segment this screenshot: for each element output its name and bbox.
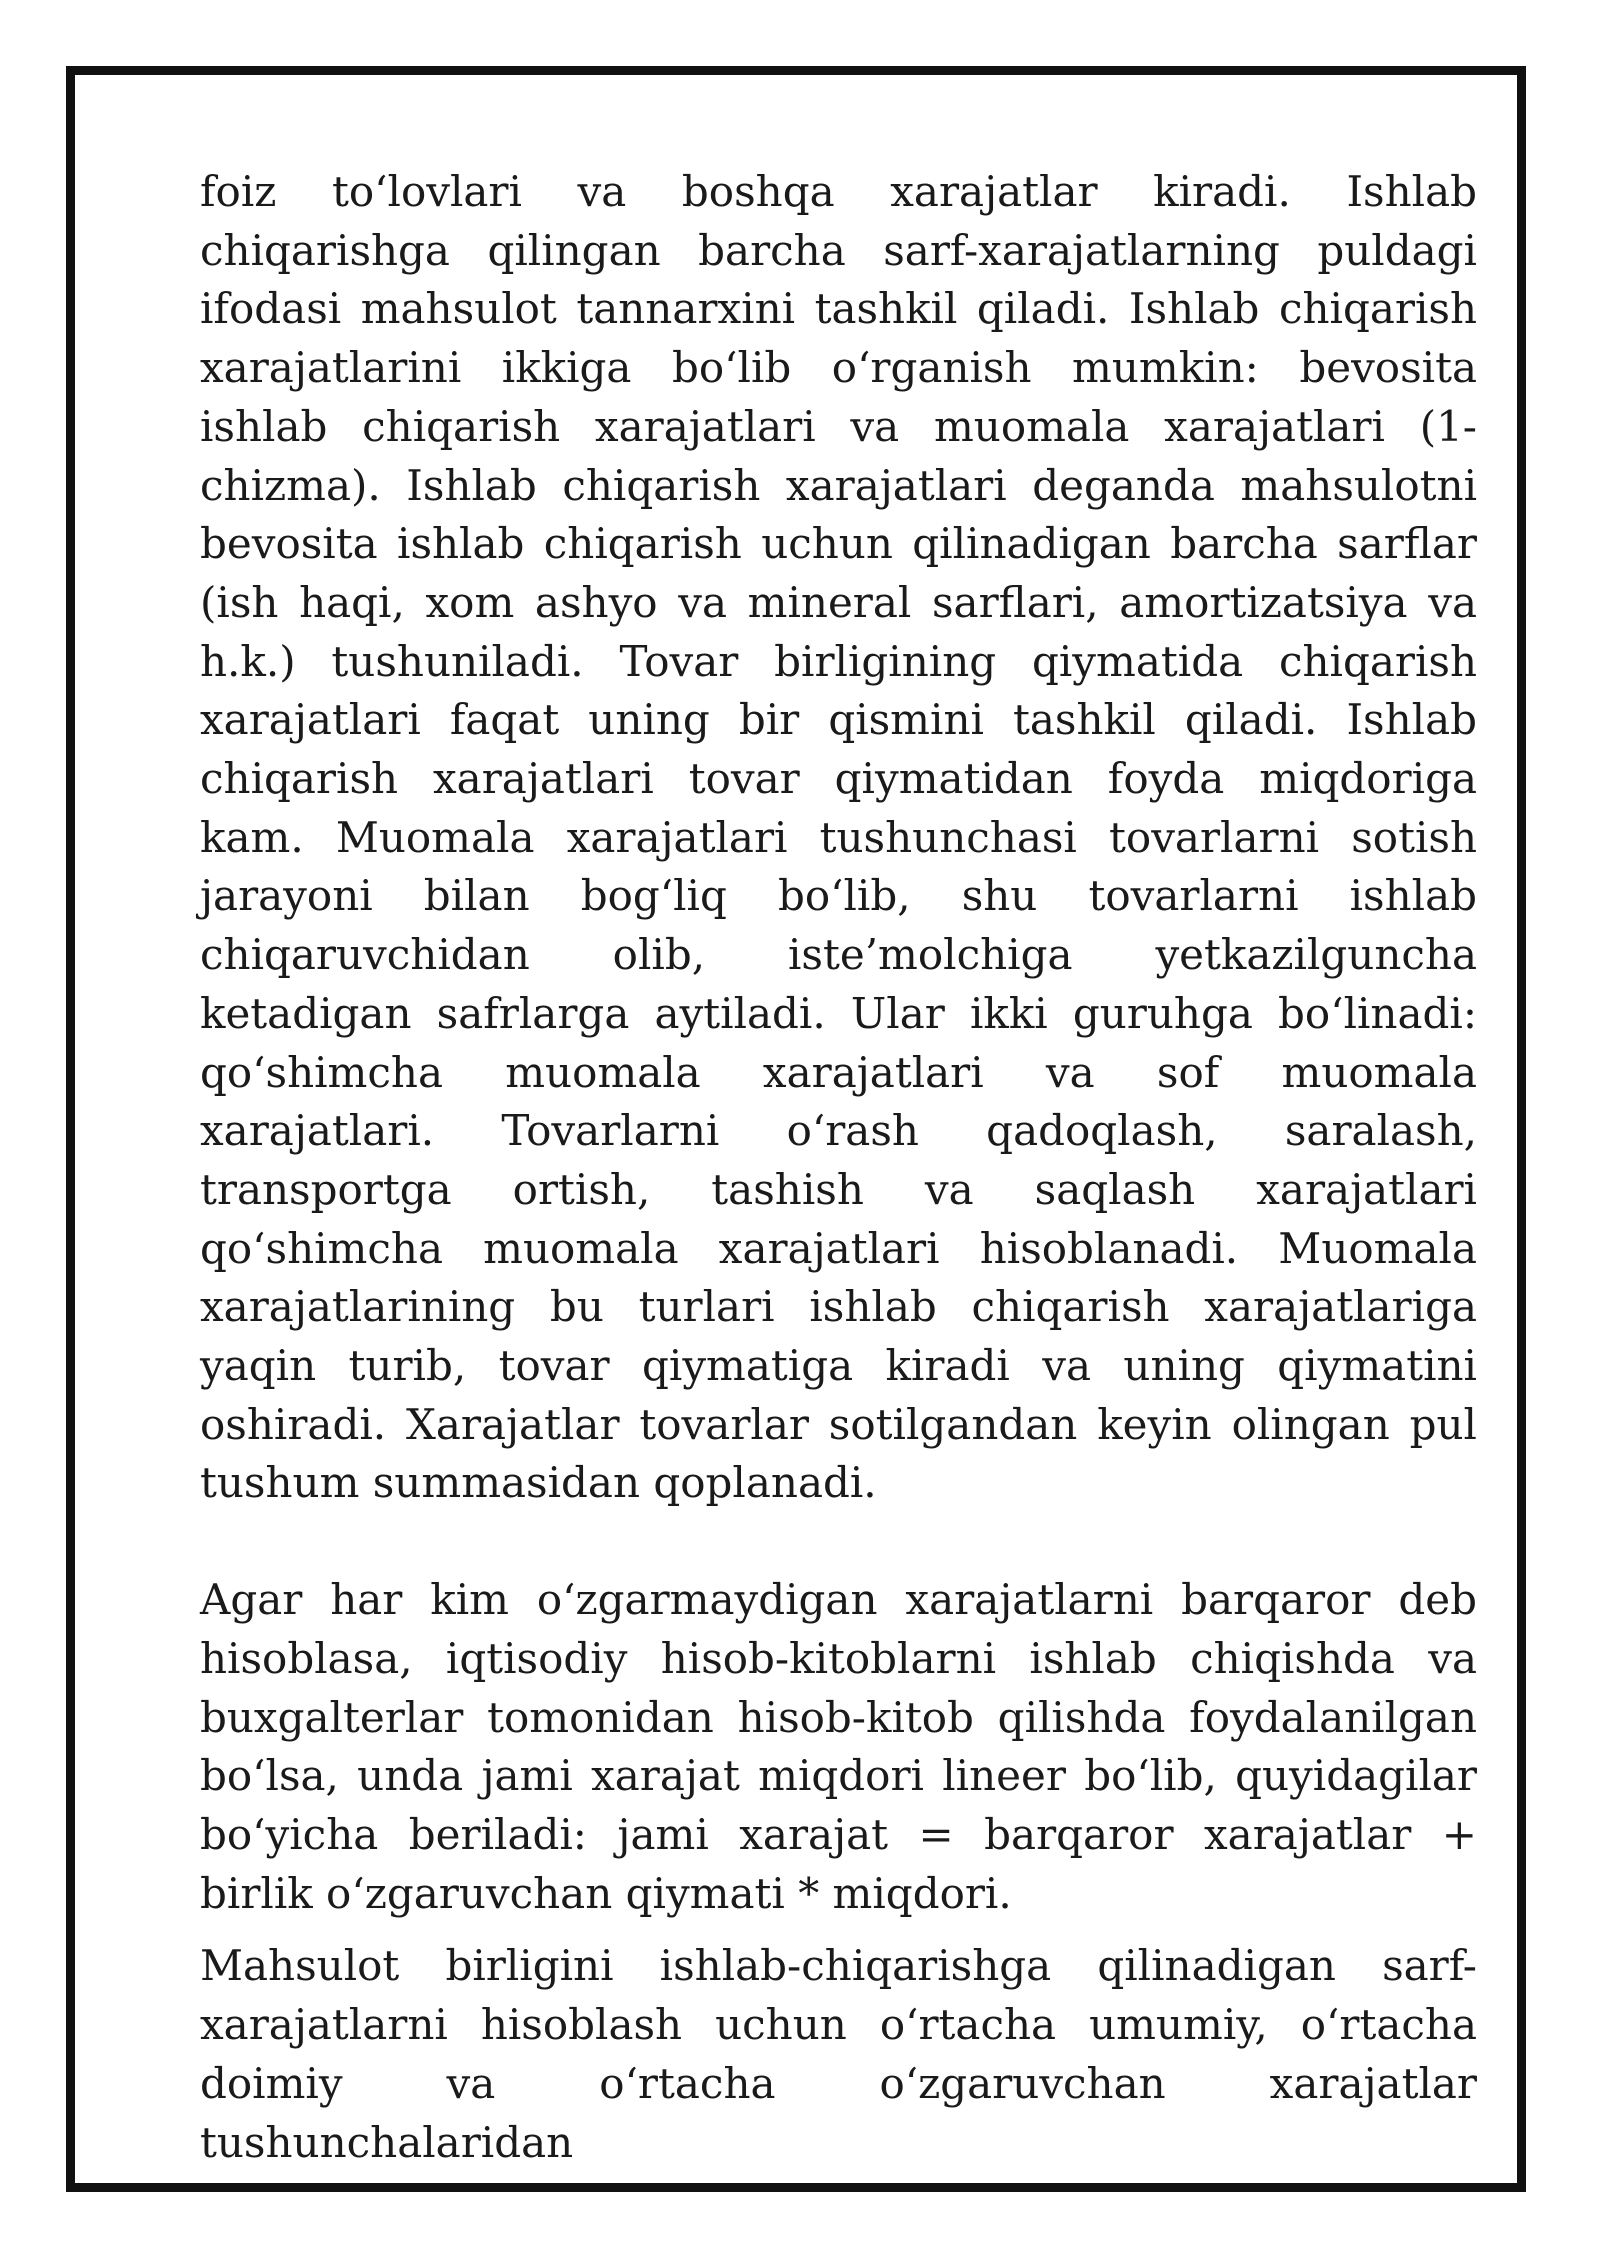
page-frame <box>66 66 1526 2192</box>
text-column <box>200 163 1477 2172</box>
paragraph-2: Agar har kim o‘zgarmaydigan xarajatlarni barqaror deb hisoblasa, iqtisodiy hisob-kitoblarni ishlab chiqishda va buxgalterlar tomonidan hisob-kitob qilishda foydalanilgan bo‘lsa, unda jami xarajat miqdori lineer bo‘lib, quyidagilar bo‘yicha beriladi: jami xarajat = barqaror xarajatlar + birlik o‘zgaruvchan qiymati * miqdori. <box>200 1575 1477 1918</box>
paragraph-3: Mahsulot birligini ishlab-chiqarishga qilinadigan sarf-xarajatlarni hisoblash uchun o‘rtacha umumiy, o‘rtacha doimiy va o‘rtacha o‘zgaruvchan xarajatlar tushunchalaridan <box>200 1941 1477 2167</box>
paragraph-1: foiz to‘lovlari va boshqa xarajatlar kiradi. Ishlab chiqarishga qilingan barcha sarf-xarajatlarning puldagi ifodasi mahsulot tannarxini tashkil qiladi. Ishlab chiqarish xarajatlarini ikkiga bo‘lib o‘rganish mumkin: bevosita ishlab chiqarish xarajatlari va muomala xarajatlari (1-chizma). Ishlab chiqarish xarajatlari deganda mahsulotni bevosita ishlab chiqarish uchun qilinadigan barcha sarflar (ish haqi, xom ashyo va mineral sarflari, amortizatsiya va h.k.) tushuniladi. Tovar birligining qiymatida chiqarish xarajatlari faqat uning bir qismini tashkil qiladi. Ishlab chiqarish xarajatlari tovar qiymatidan foyda miqdoriga kam. Muomala xarajatlari tushunchasi tovarlarni sotish jarayoni bilan bog‘liq bo‘lib, shu tovarlarni ishlab chiqaruvchidan olib, iste’molchiga yetkazilguncha ketadigan safrlarga aytiladi. Ular ikki guruhga bo‘linadi: qo‘shimcha muomala xarajatlari va sof muomala xarajatlari. Tovarlarni o‘rash qadoqlash, saralash, transportga ortish, tashish va saqlash xarajatlari qo‘shimcha muomala xarajatlari hisoblanadi. Muomala xarajatlarining bu turlari ishlab chiqarish xarajatlariga yaqin turib, tovar qiymatiga kiradi va uning qiymatini oshiradi. Xarajatlar tovarlar sotilgandan keyin olingan pul tushum summasidan qoplanadi. <box>200 167 1477 1508</box>
